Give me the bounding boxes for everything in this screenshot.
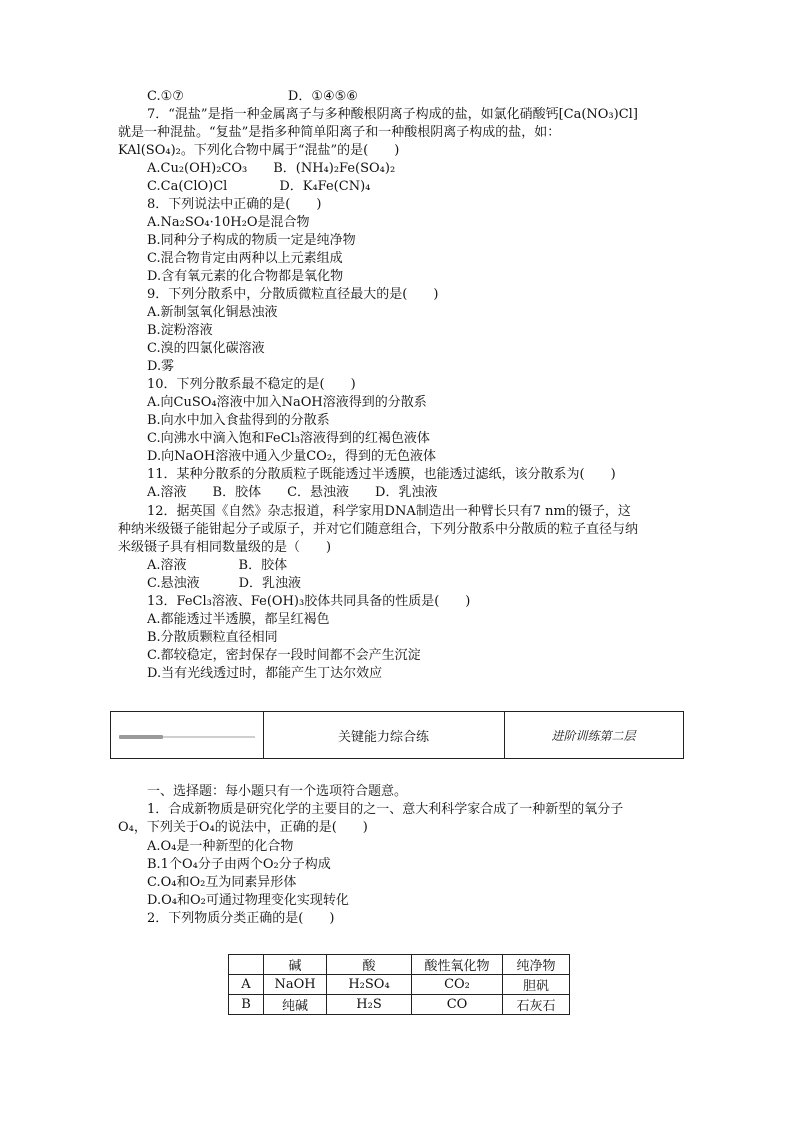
text-line: C.悬浊液 D．乳浊液 [147,576,302,591]
text-line: 米级镊子具有相同数量级的是（ ) [118,540,332,555]
text-line: B.同种分子构成的物质一定是纯净物 [147,233,356,248]
text-line: D.雾 [147,359,175,374]
text-line: 10．下列分散系最不稳定的是( ) [147,377,356,392]
text-line: 7．“混盐”是指一种金属离子与多种酸根阴离子构成的盐，如氯化硝酸钙[Ca(NO₃)Cl] [147,107,638,122]
text-line: C.O₄和O₂互为同素异形体 [147,875,297,890]
text-line: 9．下列分散系中，分散质微粒直径最大的是( ) [147,287,439,302]
table-row [229,995,570,1015]
text-line: B.分散质颗粒直径相同 [147,630,278,645]
text-line: 种纳米级镊子能钳起分子或原子，并对它们随意组合，下列分散系中分散质的粒子直径与纳 [118,522,639,537]
section-title: 关键能力综合练 [263,712,505,758]
table-header-cell: 酸性氧化物 [412,955,503,975]
classification-table [228,954,570,1015]
text-line: C.Ca(ClO)Cl D．K₄Fe(CN)₄ [147,179,371,194]
table-header-cell: 碱 [264,955,327,975]
table-cell: H₂S [327,995,412,1015]
table-cell: B [229,995,264,1015]
table-header-cell: 酸 [327,955,412,975]
section-level-label: 进阶训练第二层 [551,728,636,743]
text-line: 12．据英国《自然》杂志报道，科学家用DNA制造出一种臂长只有7 nm的镊子，这 [147,504,631,519]
table-cell: CO₂ [412,975,503,995]
text-line: D.向NaOH溶液中通入少量CO₂，得到的无色液体 [147,449,437,464]
text-line: A.Cu₂(OH)₂CO₃ B．(NH₄)₂Fe(SO₄)₂ [147,161,396,176]
table-header-row [229,955,570,975]
text-line: A.都能透过半透膜，都呈红褐色 [147,612,330,627]
text-line: 13．FeCl₃溶液、Fe(OH)₃胶体共同具备的性质是( ) [147,594,471,609]
text-line: A.Na₂SO₄·10H₂O是混合物 [147,215,310,230]
text-line: B.1个O₄分子由两个O₂分子构成 [147,857,331,872]
text-line: 1．合成新物质是研究化学的主要目的之一、意大利科学家合成了一种新型的氧分子 [147,802,624,817]
text-line: A.新制氢氧化铜悬浊液 [147,305,278,320]
decoration-bar-accent [119,735,163,739]
text-line: 11．某种分散系的分散质粒子既能透过半透膜，也能透过滤纸，该分散系为( ) [147,467,616,482]
section-decoration [111,712,264,758]
text-line: O₄，下列关于O₄的说法中，正确的是( ) [118,820,368,835]
text-line: C.向沸水中滴入饱和FeCl₃溶液得到的红褐色液体 [147,431,430,446]
table-cell: A [229,975,264,995]
text-line: 一、选择题：每小题只有一个选项符合题意。 [147,784,408,799]
text-line: 8．下列说法中正确的是( ) [147,197,322,212]
table-cell: H₂SO₄ [327,975,412,995]
text-line: A.O₄是一种新型的化合物 [147,839,294,854]
text-line: A.溶液 B．胶体 [147,558,288,573]
text-line: D.当有光线透过时，都能产生丁达尔效应 [147,666,383,681]
table-header-cell [229,955,264,975]
table-cell: 纯碱 [264,995,327,1015]
text-line: C.溴的四氯化碳溶液 [147,341,265,356]
table-header-cell: 纯净物 [503,955,570,975]
section-header [110,711,684,759]
text-line: 2．下列物质分类正确的是( ) [147,911,335,926]
text-line: D.含有氧元素的化合物都是氧化物 [147,269,344,284]
text-line: B.向水中加入食盐得到的分散系 [147,413,330,428]
text-line: D.O₄和O₂可通过物理变化实现转化 [147,893,349,908]
table-cell: 胆矾 [503,975,570,995]
text-line: 就是一种混盐。“复盐”是指多种简单阳离子和一种酸根阴离子构成的盐，如： [118,125,561,140]
text-line: A.溶液 B．胶体 C．悬浊液 D．乳浊液 [147,485,438,500]
text-line: C.混合物肯定由两种以上元素组成 [147,251,343,266]
text-line: B.淀粉溶液 [147,323,213,338]
text-line: C.①⑦ D．①④⑤⑥ [147,89,358,104]
text-line: A.向CuSO₄溶液中加入NaOH溶液得到的分散系 [147,395,427,410]
table-cell: CO [412,995,503,1015]
table-cell: NaOH [264,975,327,995]
table-row [229,975,570,995]
text-line: C.都较稳定，密封保存一段时间都不会产生沉淀 [147,648,421,663]
table-cell: 石灰石 [503,995,570,1015]
text-line: KAl(SO₄)₂。下列化合物中属于“混盐”的是( ) [118,143,400,158]
